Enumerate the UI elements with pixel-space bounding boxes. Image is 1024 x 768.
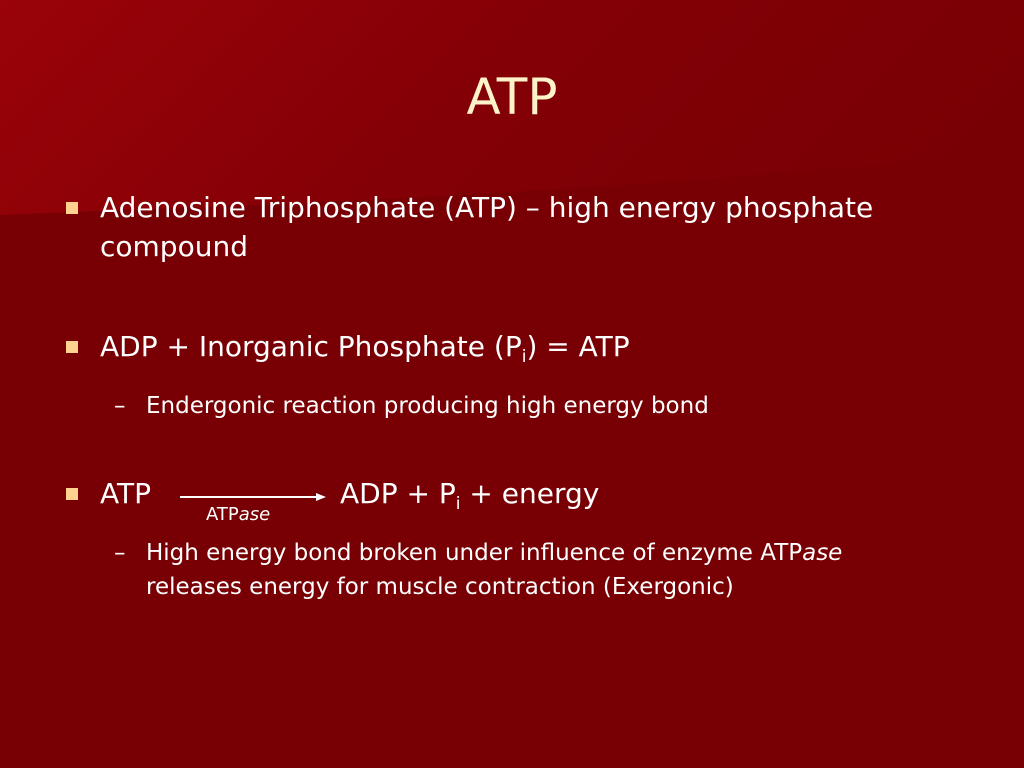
sub-bullet-3-1-line-1-italic: ase — [802, 540, 843, 566]
bullet-2-text-end: ) = ATP — [526, 330, 630, 363]
bullet-square-icon — [66, 488, 78, 500]
enzyme-label — [206, 503, 270, 527]
sub-bullet-dash: – — [114, 540, 126, 566]
bullet-3-product — [340, 475, 599, 513]
sub-bullet-3-1-line-1-main: High energy bond broken under influence of enzyme ATP — [146, 540, 803, 566]
sub-bullet-3-1-line-2: releases energy for muscle contraction (Exergonic) — [146, 574, 734, 600]
bullet-3-reactant: ATP — [100, 477, 151, 510]
sub-bullet-3-1-line-1 — [146, 537, 842, 570]
bullet-square-icon — [66, 341, 78, 353]
sub-bullet-dash: – — [114, 393, 126, 419]
enzyme-label-suffix: ase — [238, 504, 271, 525]
sub-bullet-2-1-text: Endergonic reaction producing high energy bond — [146, 393, 709, 419]
bullet-3-product-end: + energy — [460, 477, 600, 510]
enzyme-label-prefix: ATP — [206, 504, 239, 525]
bullet-1-line-1: Adenosine Triphosphate (ATP) – high energy phosphate — [100, 191, 874, 224]
bullet-2-subscript: i — [521, 347, 527, 367]
bullet-3-subscript: i — [455, 494, 461, 514]
bullet-3-product-main: ADP + P — [340, 477, 456, 510]
bullet-1-line-2: compound — [100, 230, 248, 263]
bullet-2-text-main: ADP + Inorganic Phosphate (P — [100, 330, 522, 363]
bullet-square-icon — [66, 202, 78, 214]
slide-title: ATP — [466, 68, 558, 126]
reaction-arrow-icon — [180, 491, 328, 503]
bullet-2-text — [100, 328, 630, 366]
